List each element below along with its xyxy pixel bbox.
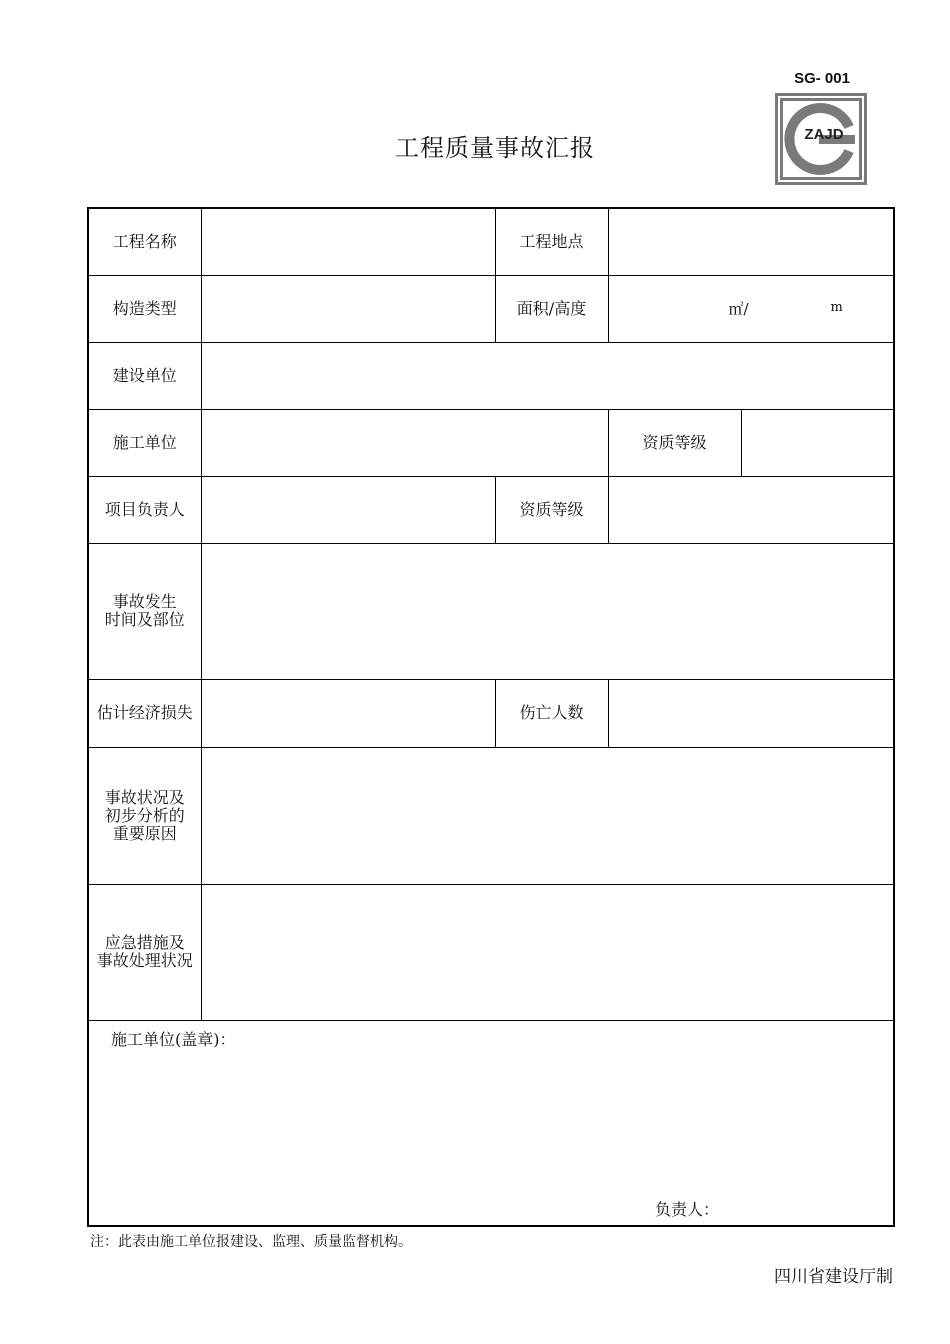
builder-qualification-field[interactable] (741, 409, 894, 476)
form-row (88, 884, 894, 1020)
footnote: 注：此表由施工单位报建设、监理、质量监督机构。 (90, 1234, 412, 1250)
emergency-measures-label-line1: 应急措施及 (104, 933, 185, 952)
accident-cause-field[interactable] (201, 747, 894, 884)
form-row (88, 679, 894, 747)
issuer: 四川省建设厅制 (774, 1267, 893, 1287)
zajd-logo (775, 93, 867, 185)
construction-unit-field[interactable] (201, 342, 894, 409)
project-location-label: 工程地点 (495, 208, 608, 275)
manager-qualification-label: 资质等级 (495, 476, 608, 543)
form-row (88, 409, 894, 476)
emergency-measures-label-line2: 事故处理状况 (96, 951, 193, 970)
area-unit-sqm: ㎡/ (728, 299, 749, 318)
accident-time-label (88, 543, 201, 679)
manager-qualification-field[interactable] (608, 476, 894, 543)
accident-time-field[interactable] (201, 543, 894, 679)
accident-cause-label-line2: 初步分析的 (104, 805, 185, 825)
height-unit-m: m (830, 299, 843, 315)
project-manager-label: 项目负责人 (88, 476, 201, 543)
builder-stamp-label: 施工单位(盖章)： (111, 1029, 236, 1049)
project-name-field[interactable] (201, 208, 495, 275)
accident-time-label-line1: 事故发生 (112, 592, 177, 611)
svg-text:ZAJD: ZAJD (804, 126, 844, 143)
accident-time-label-line2: 时间及部位 (104, 610, 185, 629)
form-row (88, 1020, 894, 1226)
form-row (88, 208, 894, 275)
accident-report-form (87, 207, 895, 1227)
form-row (88, 342, 894, 409)
construction-unit-label: 建设单位 (88, 342, 201, 409)
responsible-person-label: 负责人： (655, 1199, 720, 1219)
emergency-measures-label (88, 884, 201, 1020)
structure-type-label: 构造类型 (88, 275, 201, 342)
casualty-count-field[interactable] (608, 679, 894, 747)
form-row (88, 747, 894, 884)
casualty-count-label: 伤亡人数 (495, 679, 608, 747)
builder-qualification-label: 资质等级 (608, 409, 741, 476)
project-name-label: 工程名称 (88, 208, 201, 275)
accident-cause-label-line3: 重要原因 (112, 823, 177, 843)
area-height-label: 面积/高度 (495, 275, 608, 342)
structure-type-field[interactable] (201, 275, 495, 342)
stamp-section[interactable] (88, 1020, 894, 1226)
form-code: SG- 001 (794, 70, 850, 87)
form-row (88, 476, 894, 543)
builder-unit-field[interactable] (201, 409, 608, 476)
economic-loss-label: 估计经济损失 (88, 679, 201, 747)
form-row (88, 543, 894, 679)
project-location-field[interactable] (608, 208, 894, 275)
form-row (88, 275, 894, 342)
builder-unit-label: 施工单位 (88, 409, 201, 476)
accident-cause-label (88, 747, 201, 884)
accident-cause-label-line1: 事故状况及 (104, 787, 185, 807)
page-title: 工程质量事故汇报 (395, 134, 595, 162)
economic-loss-field[interactable] (201, 679, 495, 747)
project-manager-field[interactable] (201, 476, 495, 543)
area-height-field[interactable] (608, 275, 894, 342)
emergency-measures-field[interactable] (201, 884, 894, 1020)
